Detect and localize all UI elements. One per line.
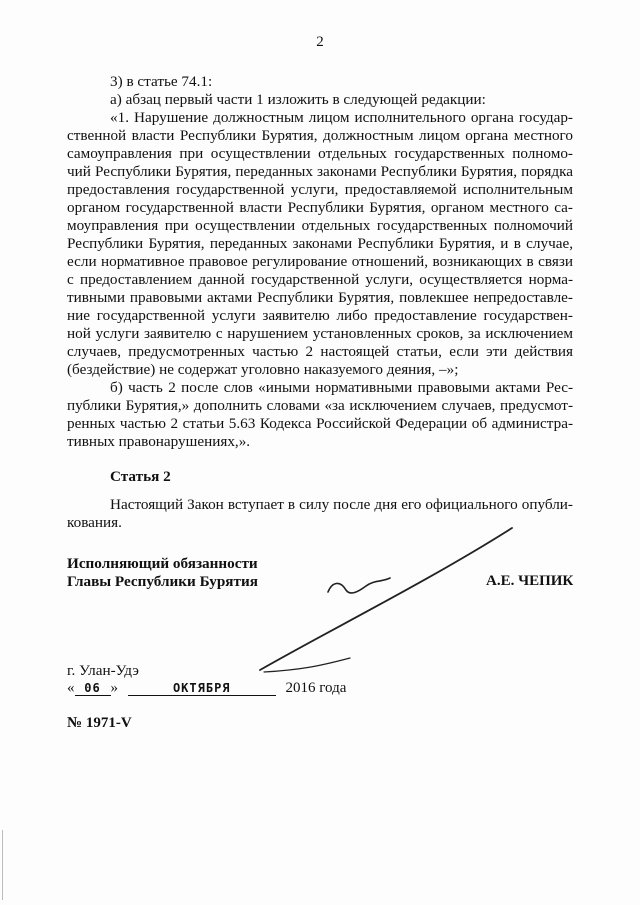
text-line: ственной власти Республики Бурятия, должностным лицом органа местного	[67, 127, 573, 144]
text-line: 3) в статье 74.1:	[110, 73, 213, 90]
text-line: ние государственной услуги заявителю либо предоставление государствен-	[67, 307, 573, 324]
text-line: (бездействие) не содержат уголовно наказуемого деяния, –»;	[67, 361, 459, 378]
document-number: № 1971-V	[67, 715, 132, 731]
text-line: предоставления государственной услуги, предоставляемой исполнительным	[67, 181, 573, 198]
text-line: «1. Нарушение должностным лицом исполнительного органа государ-	[110, 109, 573, 126]
signatory-name: А.Е. ЧЕПИК	[486, 573, 574, 589]
article-heading: Статья 2	[110, 468, 171, 485]
text-line: публики Бурятия,» дополнить словами «за исключением случаев, предусмот-	[67, 397, 573, 414]
text-line: а) абзац первый части 1 изложить в следующей редакции:	[110, 91, 486, 108]
date-month: ОКТЯБРЯ	[128, 681, 276, 696]
place: г. Улан-Удэ	[67, 662, 139, 679]
date-day: 06	[75, 681, 111, 696]
text-line: органом государственной власти Республики Бурятия, органом местного са-	[67, 199, 573, 216]
text-line: случаев, предусмотренных частью 2 настоящей статьи, если эти действия	[67, 343, 573, 360]
date-close-quote: »	[110, 680, 118, 696]
page-number: 2	[316, 34, 324, 50]
date-open-quote: «	[67, 680, 75, 696]
text-line: кования.	[67, 514, 122, 531]
text-line: б) часть 2 после слов «иными нормативными правовыми актами Рес-	[110, 379, 573, 396]
text-line: тивными правовыми актами Республики Бурятия, повлекшее непредоставле-	[67, 289, 573, 306]
date-line	[67, 680, 346, 698]
text-line: если нормативное правовое регулирование отношений, возникающих в связи	[67, 253, 573, 270]
signatory-title: Главы Республики Бурятия	[67, 573, 258, 590]
text-line: ной услуги заявителю с нарушением установленных сроков, за исключением	[67, 325, 573, 342]
text-line: Настоящий Закон вступает в силу после дня его официального опубли-	[110, 496, 573, 513]
signatory-title: Исполняющий обязанности	[67, 555, 258, 572]
text-line: самоуправления при осуществлении отдельных государственных полномо-	[67, 145, 573, 162]
text-line: чий Республики Бурятия, переданных законами Республики Бурятия, порядка	[67, 163, 573, 180]
text-line: Республики Бурятия, переданных законами Республики Бурятия, и в случае,	[67, 235, 573, 252]
text-line: с предоставлением данной государственной услуги, осуществляется норма-	[67, 271, 573, 288]
text-line: ренных частью 2 статьи 5.63 Кодекса Российской Федерации об администра-	[67, 415, 573, 432]
text-line: тивных правонарушениях,».	[67, 433, 251, 450]
scan-edge	[2, 830, 3, 900]
text-line: моуправления при осуществлении отдельных государственных полномочий	[67, 217, 573, 234]
date-year: 2016 года	[285, 680, 347, 696]
